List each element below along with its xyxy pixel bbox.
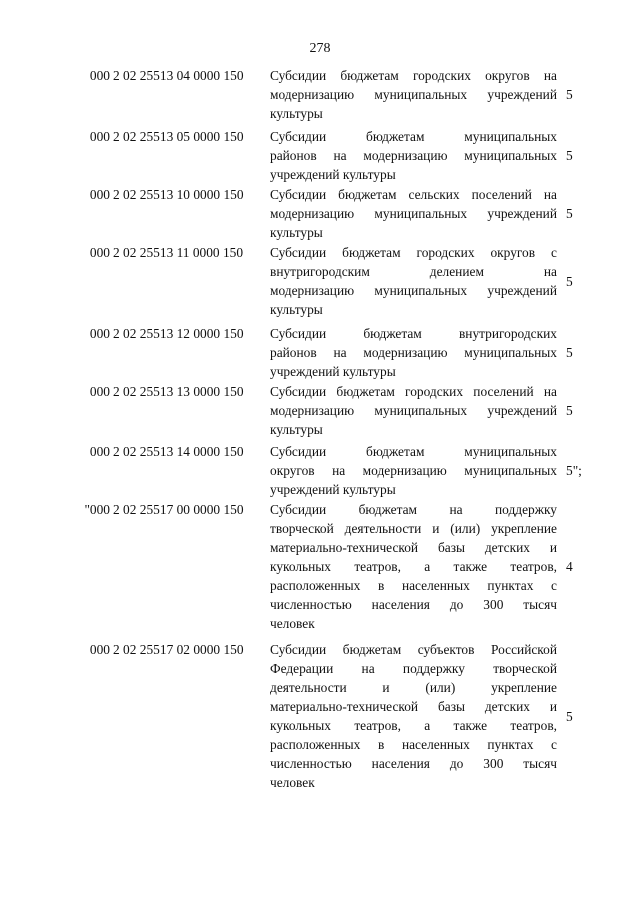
description-line: материально-технической базы детских и [270,699,557,714]
budget-classification-code: 2 02 25513 05 0000 150 [113,129,244,144]
budget-classification-code: 2 02 25513 12 0000 150 [113,326,244,341]
description-line: кукольных театров, а также театров, [270,559,557,574]
description-line: учреждений культуры [270,364,396,379]
description-line: Федерации на поддержку творческой [270,661,557,676]
description-line: модернизацию муниципальных учреждений [270,87,557,102]
row-value: 5 [566,148,573,163]
budget-classification-code: 2 02 25513 11 0000 150 [113,245,244,260]
description-line: Субсидии бюджетам городских округов с [270,245,557,260]
row-description [270,243,557,319]
description-line: внутригородским делением на [270,264,557,279]
description-line: расположенных в населенных пунктах с [270,737,557,752]
description-line: культуры [270,106,323,121]
description-line: Субсидии бюджетам городских поселений на [270,384,557,399]
row-value: 5 [566,273,573,289]
budget-classification-code: 2 02 25517 02 0000 150 [113,642,244,657]
row-description [270,185,557,242]
row-description [270,640,557,792]
row-value: 5 [566,206,573,221]
budget-classification-code: 2 02 25513 14 0000 150 [113,444,244,459]
row-prefix: 000 [89,68,110,83]
row-value: 5"; [566,463,582,478]
row-prefix: 000 [89,642,110,657]
row-description [270,66,557,123]
description-line: Субсидии бюджетам сельских поселений на [270,187,557,202]
description-line: Субсидии бюджетам муниципальных [270,444,557,459]
description-line: человек [270,775,315,790]
row-value: 5 [566,708,573,724]
description-line: Субсидии бюджетам внутригородских [270,326,557,341]
budget-classification-code: 2 02 25517 00 0000 150 [113,502,244,517]
page-number: 278 [309,41,331,56]
row-value: 5 [566,403,573,418]
description-line: творческой деятельности и (или) укрепление [270,521,557,536]
budget-classification-code: 2 02 25513 10 0000 150 [113,187,244,202]
description-line: человек [270,616,315,631]
description-line: численностью населения до 300 тысяч [270,756,557,771]
description-line: культуры [270,225,323,240]
description-line: модернизацию муниципальных учреждений [270,206,557,221]
description-line: численностью населения до 300 тысяч [270,597,557,612]
description-line: материально-технической базы детских и [270,540,557,555]
description-line: модернизацию муниципальных учреждений [270,403,557,418]
description-line: расположенных в населенных пунктах с [270,578,557,593]
description-line: культуры [270,302,323,317]
row-prefix: 000 [89,444,110,459]
row-prefix: 000 [89,187,110,202]
row-value: 5 [566,345,573,360]
row-description [270,500,557,633]
description-line: Субсидии бюджетам муниципальных [270,129,557,144]
description-line: деятельности и (или) укрепление [270,680,557,695]
description-line: округов на модернизацию муниципальных [270,463,557,478]
row-prefix: 000 [89,245,110,260]
budget-classification-code: 2 02 25513 13 0000 150 [113,384,244,399]
row-description [270,324,557,381]
row-prefix: 000 [89,326,110,341]
description-line: районов на модернизацию муниципальных [270,148,557,163]
row-prefix: 000 [89,384,110,399]
description-line: учреждений культуры [270,482,396,497]
description-line: Субсидии бюджетам на поддержку [270,502,557,517]
row-value: 4 [566,559,573,574]
description-line: кукольных театров, а также театров, [270,718,557,733]
description-line: Субсидии бюджетам субъектов Российской [270,642,557,657]
budget-classification-code: 2 02 25513 04 0000 150 [113,68,244,83]
description-line: культуры [270,422,323,437]
row-value: 5 [566,87,573,102]
row-prefix: "000 [84,502,110,517]
description-line: модернизацию муниципальных учреждений [270,283,557,298]
row-description [270,127,557,184]
row-description [270,382,557,439]
description-line: районов на модернизацию муниципальных [270,345,557,360]
description-line: Субсидии бюджетам городских округов на [270,68,557,83]
row-description [270,442,557,499]
description-line: учреждений культуры [270,167,396,182]
row-prefix: 000 [89,129,110,144]
